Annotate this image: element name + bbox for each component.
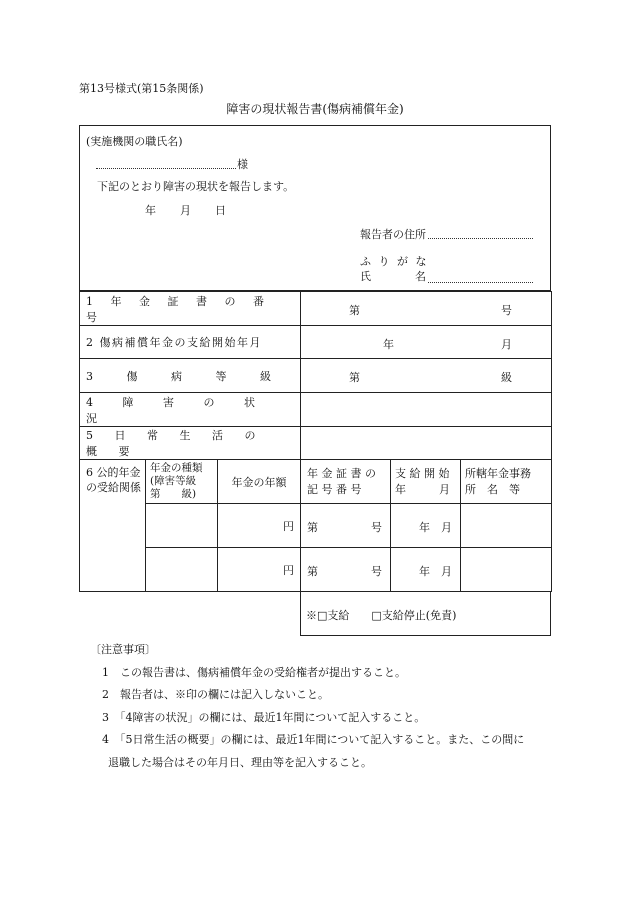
col-pension-type-line3: 第 級) <box>150 488 197 500</box>
row-value-right: 号 <box>501 304 512 317</box>
pension-cert-field[interactable] <box>301 548 391 592</box>
pension-section-label <box>80 460 146 592</box>
notes-section <box>90 639 560 774</box>
col-office-line1: 所轄年金事務 <box>465 466 531 480</box>
col-start-line2: 年 月 <box>395 482 450 496</box>
note-item-continued: 退職した場合はその年月日、理由等を記入すること。 <box>108 755 372 769</box>
row-label: 2 傷病補償年金の支給開始年月 <box>80 326 301 359</box>
form-title: 障害の現状報告書(傷病補償年金) <box>226 102 404 116</box>
col-office-line2: 所 名 等 <box>465 482 520 496</box>
notes-heading: 〔注意事項〕 <box>90 643 156 656</box>
row-label: 1 年 金 証 書 の 番 号 <box>80 292 301 326</box>
certificate-number-field[interactable] <box>301 292 552 326</box>
date-year-label: 年 <box>145 204 156 217</box>
col-start <box>391 460 461 504</box>
name-label-2: 名 <box>415 270 426 283</box>
pension-office-field[interactable] <box>461 504 552 548</box>
row-value-left: 年 <box>383 338 394 351</box>
pension-header-row <box>80 460 552 504</box>
row-label: 5 日 常 生 活 の 概 要 <box>80 427 301 460</box>
col-start-line1: 支 給 開 始 <box>395 466 450 480</box>
reporter-address-label: 報告者の住所 <box>360 228 426 241</box>
reporter-name-field[interactable] <box>428 270 533 283</box>
injury-grade-field[interactable] <box>301 359 552 393</box>
note-item: 3 「4障害の状況」の欄には、最近1年間について記入すること。 <box>102 710 426 724</box>
table-row <box>80 326 552 359</box>
disability-status-field[interactable] <box>301 393 552 427</box>
start-year: 年 <box>419 565 430 578</box>
cert-right: 号 <box>371 521 382 534</box>
col-certificate <box>301 460 391 504</box>
col-pension-type-line1: 年金の種類 <box>150 462 203 474</box>
note-item: 2 報告者は、※印の欄には記入しないこと。 <box>102 688 329 701</box>
note-item: 4 「5日常生活の概要」の欄には、最近1年間について記入すること。また、この間に <box>102 733 525 746</box>
table-row <box>80 359 552 393</box>
table-row <box>80 427 552 460</box>
reporter-address-field[interactable] <box>428 226 533 239</box>
pension-type-field[interactable] <box>146 548 218 592</box>
table-row <box>80 393 552 427</box>
pension-cert-field[interactable] <box>301 504 391 548</box>
amount-unit: 円 <box>283 563 294 577</box>
addressee-suffix: 様 <box>237 158 248 171</box>
row-label: 3 傷 病 等 級 <box>80 359 301 393</box>
pension-start-field[interactable] <box>391 548 461 592</box>
col-certificate-line1: 年 金 証 書 の <box>307 466 376 480</box>
date-month-label: 月 <box>180 204 191 217</box>
form-number: 第13号様式(第15条関係) <box>79 82 204 95</box>
pension-type-field[interactable] <box>146 504 218 548</box>
cert-left: 第 <box>307 565 318 578</box>
official-use-text[interactable]: ※□支給 □支給停止(免責) <box>306 609 457 622</box>
start-month: 月 <box>441 565 452 578</box>
date-day-label: 日 <box>215 204 226 217</box>
pension-section-text: 6 公的年金の受給関係 <box>86 466 141 494</box>
col-pension-type-line2: (障害等級 <box>150 475 197 487</box>
pension-start-field[interactable] <box>391 504 461 548</box>
pension-table <box>79 459 552 592</box>
cert-right: 号 <box>371 565 382 578</box>
table-row <box>80 292 552 326</box>
row-label: 4 障 害 の 状 況 <box>80 393 301 427</box>
pension-amount-field[interactable] <box>218 504 301 548</box>
pension-amount-field[interactable] <box>218 548 301 592</box>
payment-start-field[interactable] <box>301 326 552 359</box>
col-certificate-line2: 記 号 番 号 <box>307 482 362 496</box>
start-month: 月 <box>441 521 452 534</box>
row-value-left: 第 <box>349 371 360 384</box>
note-item: 1 この報告書は、傷病補償年金の受給権者が提出すること。 <box>102 665 406 679</box>
row-value-right: 月 <box>501 338 512 351</box>
addressee-label: (実施機関の職氏名) <box>86 135 183 148</box>
report-table <box>79 291 552 460</box>
row-value-left: 第 <box>349 304 360 317</box>
cert-left: 第 <box>307 521 318 534</box>
row-value-right: 級 <box>501 371 512 384</box>
pension-office-field[interactable] <box>461 548 552 592</box>
pension-data-row <box>80 504 552 548</box>
report-statement: 下記のとおり障害の現状を報告します。 <box>97 180 295 193</box>
start-year: 年 <box>419 521 430 534</box>
daily-life-field[interactable] <box>301 427 552 460</box>
name-label-1: 氏 <box>360 270 371 283</box>
amount-unit: 円 <box>283 519 294 533</box>
col-pension-type <box>146 460 218 504</box>
pension-data-row <box>80 548 552 592</box>
col-office <box>461 460 552 504</box>
col-pension-amount: 年金の年額 <box>218 460 301 504</box>
addressee-name-field[interactable] <box>96 156 236 169</box>
furigana-label: ふ り が な <box>360 255 429 268</box>
